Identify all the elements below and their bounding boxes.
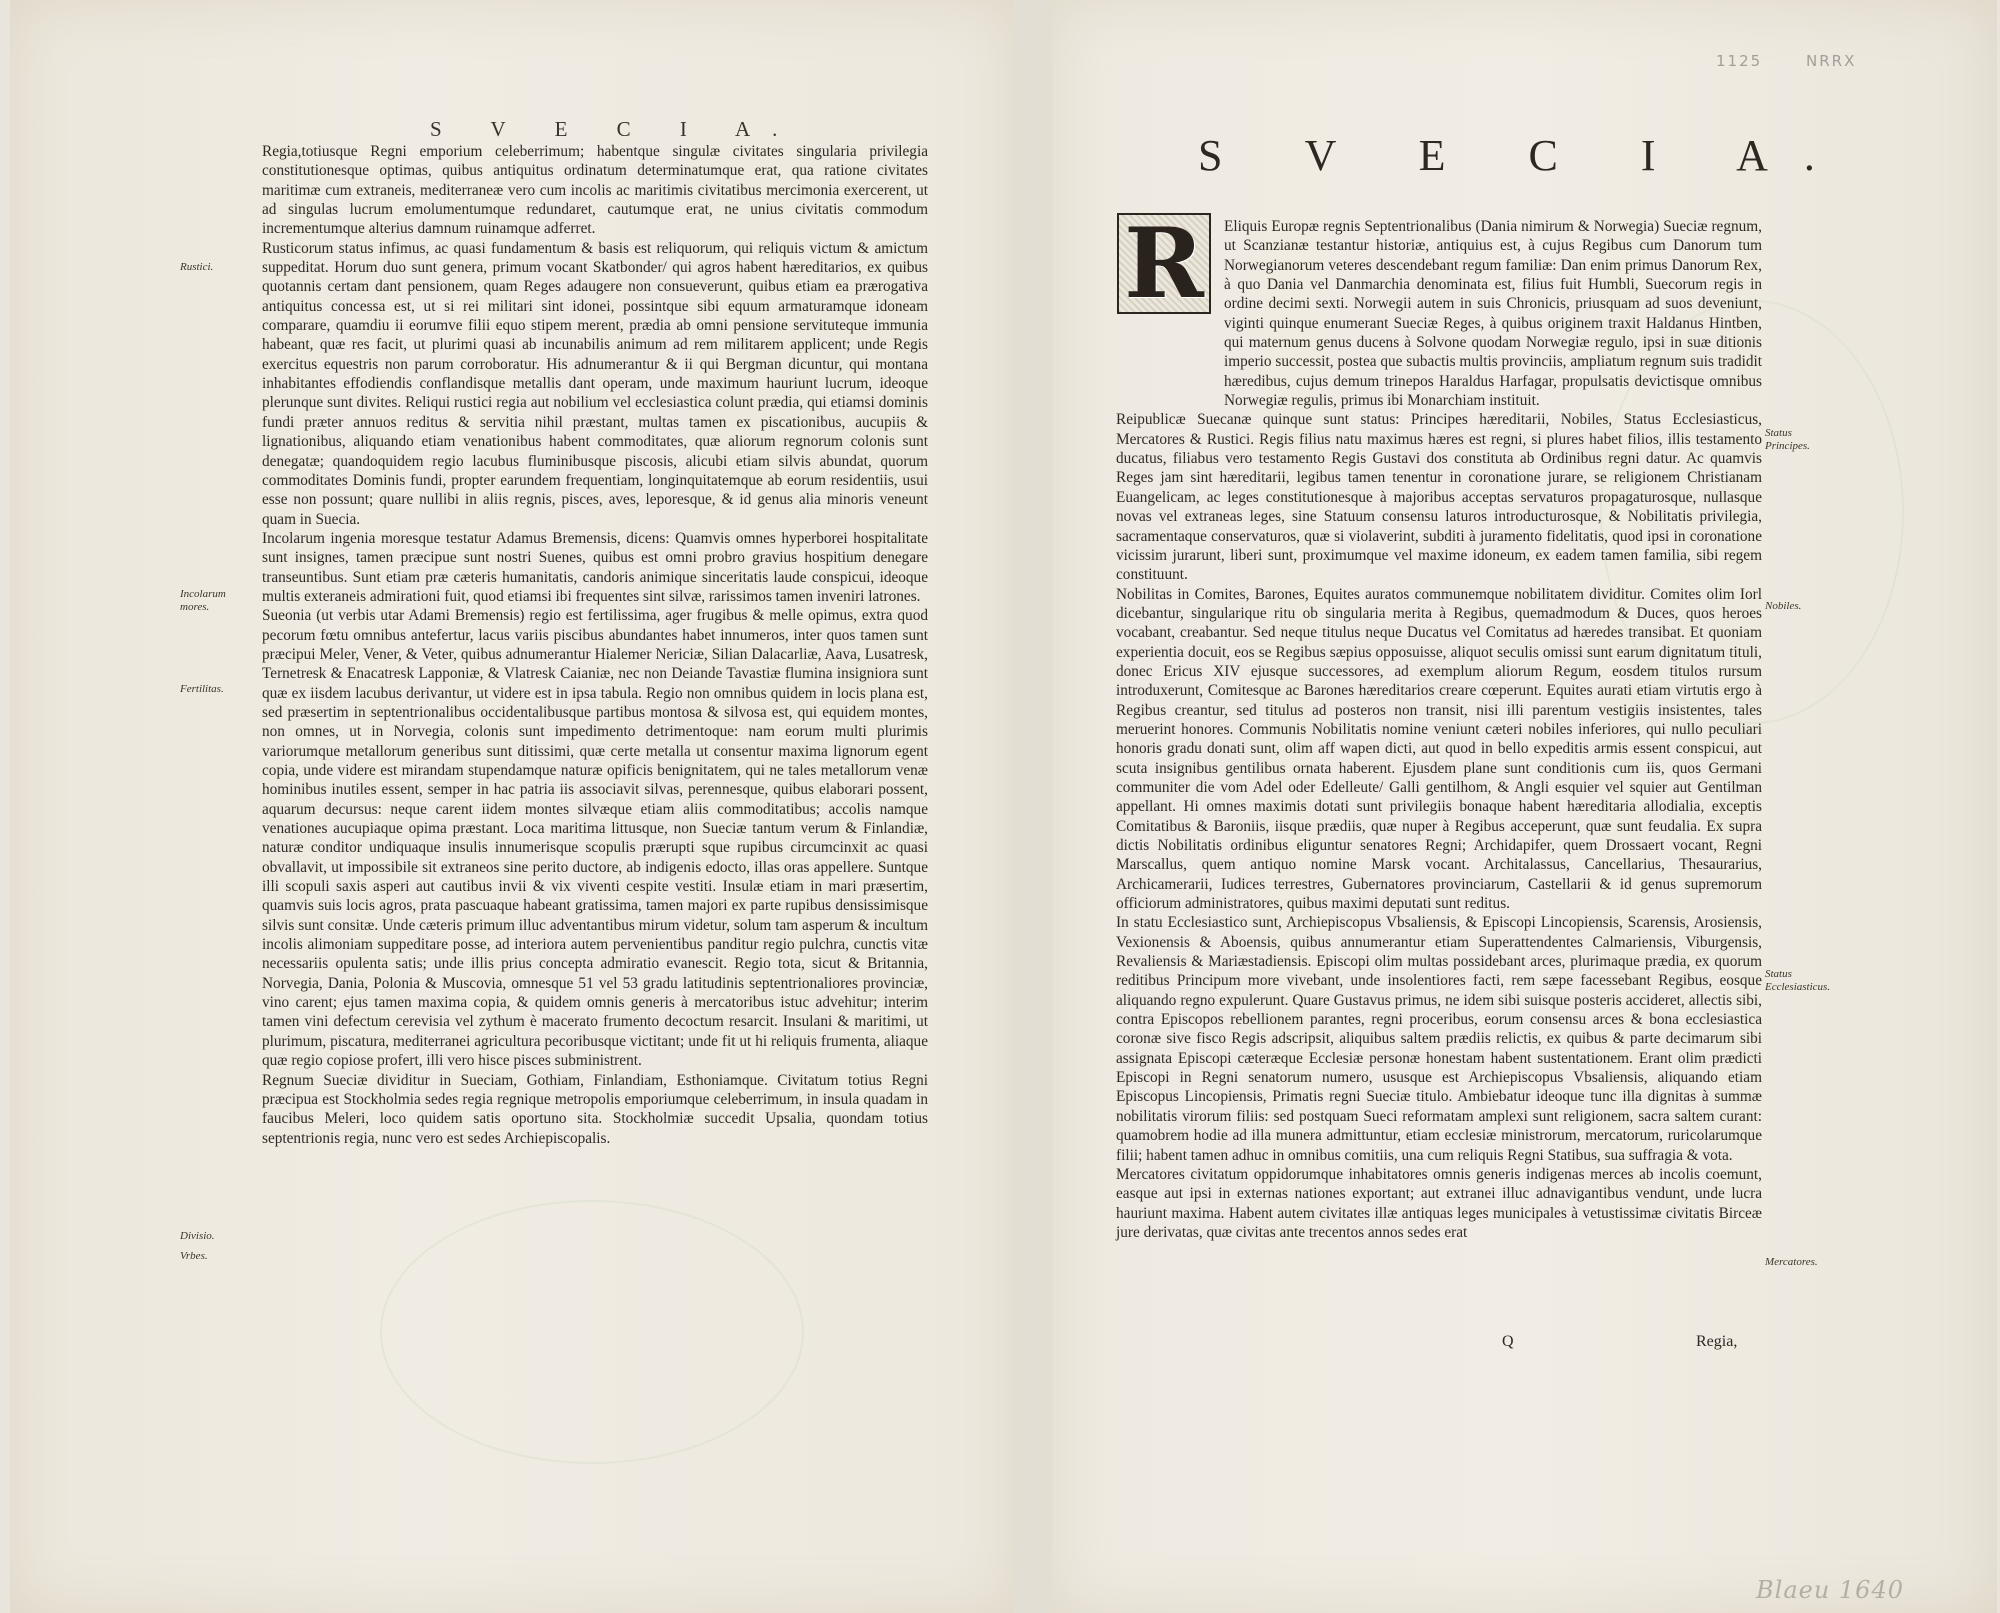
margin-note-divisio: Divisio. <box>180 1230 215 1242</box>
ghost-map-trace <box>380 1200 804 1464</box>
paragraph-divisio: Regnum Sueciæ dividitur in Sueciam, Gothiam, Finlandiam, Esthoniamque. Civitatum totius Regni præcipua est Stockholmia sedes regia regnique metropolis emporiumque celeberrimum, in insula quadam in faucibus Meleri, loco quidem satis oportuno sita. Stockholmiæ succedit Upsalia, quondam totius septentrionis regia, nunc vero est sedes Archiepiscopalis. <box>262 1071 928 1147</box>
margin-note-status: Status Principes. <box>1765 427 1810 452</box>
signature-mark: Q <box>1502 1333 1514 1350</box>
pencil-inventory-number: 1125 <box>1716 52 1763 70</box>
initial-letter: R <box>1124 206 1204 320</box>
paragraph-fertilitas: Sueonia (ut verbis utar Adami Bremensis) regio est fertilissima, ager frugibus & melle opimus, extra quod pecorum fœtu omnibus antefertur, lacus variis piscibus abundantes habet innumeros, inter quos tamen sunt præcipui Meler, Vener, & Veter, quibus adnumerantur Hialemer Nericiæ, Silian Dalacarliæ, Aava, Lusatresk, Ternetresk & Enacatresk Lapponiæ, & Vlatresk Caianiæ, nec non Deiande Tavastiæ flumina insigniora sunt quæ ex iisdem lacubus derivantur, ut videre est in ipsa tabula. Regio non omnibus quidem in locis plana est, sed præsertim in septentrionalibus occidentalibusque partibus montosa & silvosa est, qui equidem montes, non omnes, ut in Norvegia, colonis sunt impedimento detrimentoque: nam eorum multi plurimis variorumque metallorum generibus sunt ditissimi, quæ certe metalla ut consentur maxima lignorum egent copia, unde videre est mirandam stupendamque naturæ opificis benignitatem, qui ne tales metallorum venæ hominibus inutiles essent, semper in hac patria iis associavit silvas, perennesque, quibus elaborari possent, aquarum decursus: neque carent iidem montes silvæque etiam aliis commoditatibus; accolis namque venationes aucupiaque opima præstant. Loca maritima littusque, non Sueciæ tantum verum & Finlandiæ, naturæ conditor undiquaque insulis innumerisque scopulis prærupti sque rupibus circumcinxit ac quasi obvallavit, ut impossibile sit extraneos sine perito ductore, ab indigenis edocto, illas oras appellere. Suntque illi scopuli saxis asperi aut cautibus invii & vix viventi cespite vestiti. Insulæ etiam in mari præsertim, quamvis suis locis agros, prata pascuaque habeant gratissima, tamen majori ex parte rupibus densissimisque silvis sunt consitæ. Unde cæteris primum illuc adventantibus mirum videtur, solum tam asperum & incultum incolis alimoniam suppeditare posse, ad interiora autem pervenientibus panditur regio pulchra, cunctis vitæ necessariis opulenta satis; unde illis prius concepta admiratio evanescit. Regio tota, sicut & Britannia, Norvegia, Dania, Polonia & Muscovia, omnesque 51 vel 53 gradu latitudinis septentrionaliores provinciæ, vino carent; ejus tamen maxima copia, & quidem omnis generis à mercatoribus istuc advehitur; interim tamen vini defectum cerevisia vel zythum è macerato frumento decoctum resarcit. Insulani & maritimi, ut plurimum, piscatura, mediterranei agricultura pecoribusque victitant; unde fit ut hi reliquis frumenta, aliaque quæ regio copiose profert, illi vero hisce pisces subministrent. <box>262 607 928 1070</box>
paragraph-nobilitas: Nobilitas in Comites, Barones, Equites auratos communemque nobilitatem dividitur. Comites olim Iorl dicebantur, singularique ritu ob singularia merita à Regibus, quemadmodum & Duces, quos heroes vocabant, creabantur. Sed neque titulus neque Ducatus vel Comitatus ad hæredes transibat. Et quoniam experientia docuit, eos se Regibus sæpius opposuisse, aliquot seculis omissi sunt earum dignitatum tituli, donec Ericus XIV ejusque successores, ad exemplum aliorum Regum, eosdem titulos rursum introduxerunt, Comitesque ac Barones hæreditarios creare cœperunt. Equites aurati etiam virtutis ergo à Regibus creantur, sed titulus ad posteros non transit, nisi illi parentum vestigiis insistentes, tales meruerint honores. Communis Nobilitatis nomine veniunt cæteri nobiles inferiores, qui nullo peculiari honoris gradu donati sunt, olim aff wapen dicti, aut quod in bello expeditis armis essent conspicui, aut scuta insignibus gentilibus ornata haberent. Ejusdem plane sunt conditionis cum iis, quos Germani communiter die vom Adel oder Edelleute/ Galli gentilhom, & Angli esquier vel squier aut Gentilman appellant. Hi omnes maximis dotati sunt privilegiis bonaque habent hæreditaria allodialia, exceptis Comitatibus & Baroniis, iisque prædiis, quæ nuper à Regibus acceperunt, quæ sunt feudalia. Ex supra dictis Nobilitatis ordinibus eliguntur senatores Regni; Archidapifer, quem Drossaert vocant, Regni Marscallus, quem antiquo nomine Marsk vocant. Architalassus, Cancellarius, Thesaurarius, Archicamerarii, Iudices terrestres, Gubernatores provinciarum, Castellarii & id genus supremorum officiorum administratores, quibus maximi deputati sunt reditus. <box>1116 585 1762 913</box>
margin-note-nobiles: Nobiles. <box>1765 600 1802 612</box>
paragraph-ecclesiasticus: In statu Ecclesiastico sunt, Archiepiscopus Vbsaliensis, & Episcopi Lincopiensis, Scarensis, Arosiensis, Vexionensis & Aboensis, quibus annumerantur etiam Superattendentes Calmariensis, Viburgensis, Revaliensis & Mariæstadiensis. Episcopi olim multas possidebant arces, plurimaque prædia, ex quorum reditibus Principum more vivebant, unde insolentiores facti, rem sæpe facessebant Regibus, eosque aliquando regno expulerunt. Quare Gustavus primus, ne idem sibi suisque posteris accideret, allectis sibi, contra Episcopos rebellionem parantes, regni proceribus, eorum consensu arces & bona ecclesiastica coronæ sive fisco Regis adscripsit, aliquibus saltem prædiis relictis, ex quibus & parte decimarum sibi assignata Episcopi cæteræque Ecclesiæ personæ honestam habent sustentationem. Erant olim prædicti Episcopi in Regni senatorum numero, ususque est Archiepiscopus Vbsaliensis, aliquando etiam Episcopus Lincopiensis, Primatis regni Sueciæ titulo. Ambiebatur ideoque tunc illa dignitas à summæ nobilitatis virorum filiis: sed postquam Sueci reformatam amplexi sunt religionem, sacra saltem curant: quamobrem hodie ad illa munera admittuntur, etiam ecclesiæ ministrorum, mercatorum, ruricolarumque filii; habent tamen adhuc in omnibus comitiis, una cum reliquis Regni Statibus, sua suffragia & vota. <box>1116 914 1762 1164</box>
center-gutter <box>1013 0 1052 1613</box>
margin-note-ecclesiasticus: Status Ecclesiasticus. <box>1765 968 1831 993</box>
pencil-attribution: Blaeu 1640 <box>1756 1576 1904 1604</box>
paragraph-rustici: Rusticorum status infimus, ac quasi fundamentum & basis est reliquorum, qui reliquis victum & amictum suppeditat. Horum duo sunt genera, primum vocant Skatbonder/ qui agros habent hæreditarios, ex quibus quotannis certam dant pensionem, quam Reges adaugere non consueverunt, quibus etiam ea prærogativa antiquitus concessa est, ut si rei militari sint idonei, possintque sibi equum armaturamque idoneam comparare, quamdiu ii eorumve filii equo stipem merent, prædia ab omni pensione servituteque immunia habeant, quæ res facit, ut plurimi quasi ab incunabilis animum ad rem militarem applicent; unde Regis exercitus equestris non parum corroboratur. His adnumerantur & ii qui Bergman dicuntur, qui montana inhabitantes effodiendis conflandisque metallis dant operam, unde maximum hauriunt lucrum, ideoque plerunque sunt divites. Reliqui rustici regia aut nobilium vel ecclesiastica colunt prædia, qui etiamsi dominis fundi præter annuos reditus & servitia nihil præstant, multas tamen ex piscationibus, aucupiis & lignationibus, aliquando etiam venationibus habent commoditates, quæ aliorum regnorum colonis sunt denegatæ; quandoquidem regio lacubus fluminibusque piscosis, alicubi etiam silvis abundat, quorum commoditates Dominis fundi, propter earundem frequentiam, longinquitatemque ab eorum residentiis, usui esse non possunt; quare nullibi in aliis regnis, pisces, aves, leporesque, & id genus alia minoris veneunt quam in Suecia. <box>262 239 928 528</box>
margin-note-urbes: Vrbes. <box>180 1250 208 1262</box>
pencil-inventory-code: NRRX <box>1806 52 1857 70</box>
left-running-head: S V E C I A. <box>430 117 800 141</box>
paragraph-incolarum: Incolarum ingenia moresque testatur Adamus Bremensis, dicens: Quamvis omnes hyperborei hospitalitate sunt insignes, tamen præcipue sunt nostri Suenes, quibus est omni probro gravius hospitium denegare transeuntibus. Sunt etiam præ cæteris humanitatis, candoris animique sinceritatis laude conspicui, ideoque multis exteraneis admirationi fuit, quod etiamsi ibi frequentes sint silvæ, rarissimos tamen inveniri latrones. <box>262 529 928 605</box>
paragraph-origins: Eliquis Europæ regnis Septentrionalibus (Dania nimirum & Norwegia) Sueciæ regnum, ut Scanzianæ testantur historiæ, antiquius est, à cujus Regibus cum Danorum tum Norwegianorum veteres descendebant regum familiæ: Dan enim primus Danorum Rex, à quo Dania vel Danmarchia denominata est, filius fuit Humbli, Suecorum regis in ordine decimi sexti. Norwegii autem in suis Chronicis, priusquam ad suos deveniunt, viginti quinque enumerant Sueciæ Reges, à quibus originem traxit Haldanus Hintben, qui maternum genus ducens à Solvone quodam Norwegiæ regulo, ipsi in suæ ditionis imperio successit, postea que subactis multis provinciis, ampliatum regnum suis tradidit hæredibus, cujus demum trinepos Haraldus Harfagar, propulsatis devictisque omnibus Norwegiæ regulis, primus ibi Monarchiam instituit. <box>1224 218 1762 410</box>
paragraph-regia: Regia,totiusque Regni emporium celeberrimum; habentque singulæ civitates singularia privilegia constitutionesque optimas, quibus antiquitus ordinatum determinatumque erat, qua ratione civitates maritimæ cum extraneis, mediterraneæ vero cum incolis ac maritimis civitatibus mercimonia exercerent, ut ad singulas lucrum emolumentumque redundaret, cautumque erat, ne unius civitatis commodum incrementumque alterius damnum ruinamque adferret. <box>262 143 928 238</box>
margin-note-mercatores: Mercatores. <box>1765 1256 1818 1268</box>
paragraph-mercatores: Mercatores civitatum oppidorumque inhabitatores omnis generis indigenas merces ab incolis coemunt, easque aut ipsi in externas nationes exportant; aut extranei illuc adnavigantibus vendunt, unde lucra hauriunt maxima. Habent autem civitates illæ antiquas leges municipales à vetustissimæ civitatis Birceæ jure derivatas, quæ civitas ante trecentos annos sedes erat <box>1116 1165 1762 1241</box>
margin-note-incolarum: Incolarum mores. <box>180 588 226 613</box>
right-text-column <box>1116 206 1762 1242</box>
catchword: Regia, <box>1696 1333 1738 1350</box>
left-text-column <box>262 142 928 1148</box>
page-title: S V E C I A. <box>1198 131 1851 180</box>
margin-note-rustici: Rustici. <box>180 261 214 273</box>
margin-note-fertilitas: Fertilitas. <box>180 683 224 695</box>
paragraph-status: Reipublicæ Suecanæ quinque sunt status: Principes hæreditarii, Nobiles, Status Ecclesiasticus, Mercatores & Rustici. Regis filius natu maximus hæres est regni, si plures habet filios, illis testamento ducatus, filiabus vero testamento Regis Gustavi dos constituta ab Ordinibus regni datur. Ac quamvis Reges jam sint hæreditarii, legibus tamen tenentur in coronatione jurare, se religionem Christianam Euangelicam, ac leges constitutionesque à majoribus acceptas servaturos propagaturosque, nullasque novas vel extraneas leges, sine Statuum consensu laturos introducturosque, & Nobilitatis privilegia, sacramentaque conservaturos, quæ si violaverint, subditi à juramento fidelitatis, quod ipsi in coronatione vicissim jurarunt, liberi sunt, proximumque vel maxime idoneum, ex eadem tamen familia, sibi regem constituunt. <box>1116 411 1762 584</box>
